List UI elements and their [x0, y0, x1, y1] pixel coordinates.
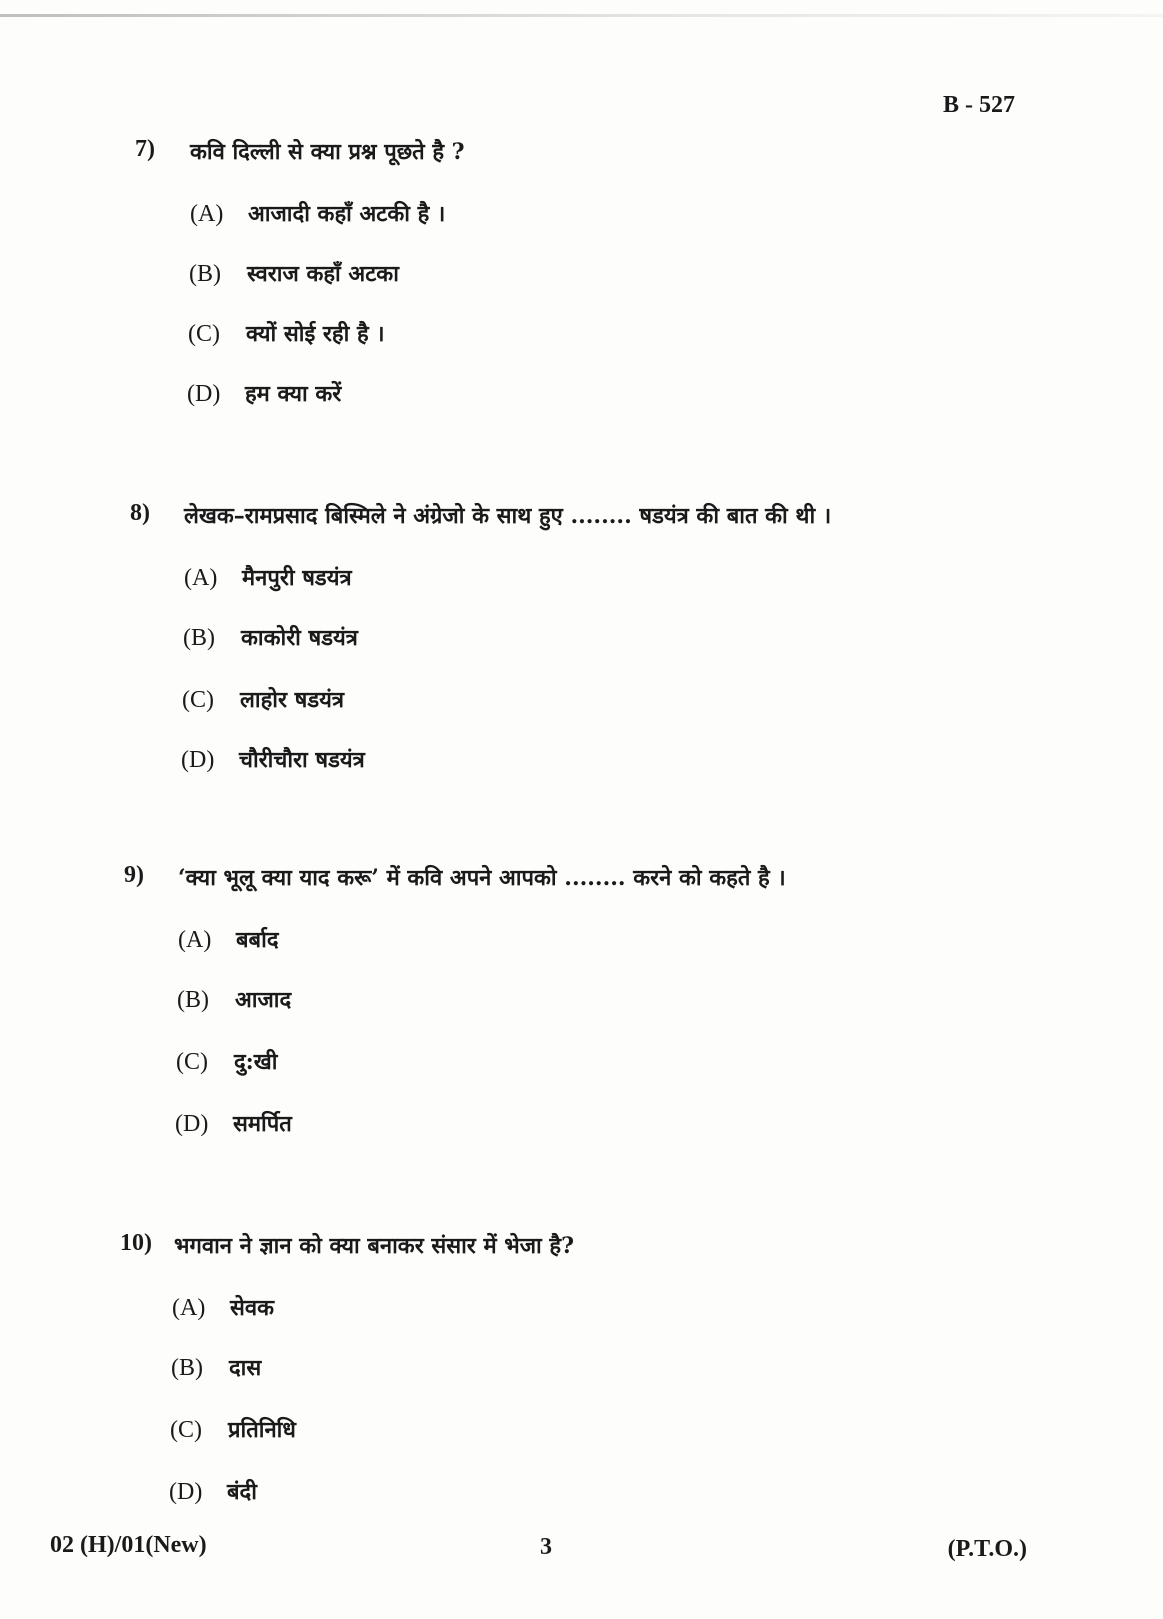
option-label: (D) [169, 1479, 203, 1505]
question-number: 7) [135, 136, 155, 162]
option-text: आजाद [235, 987, 292, 1013]
option-b [189, 258, 399, 288]
option-d [181, 744, 365, 774]
footer-pto: (P.T.O.) [947, 1536, 1027, 1562]
option-a [184, 562, 352, 592]
scan-edge-line [0, 14, 1163, 17]
option-label: (C) [182, 687, 214, 713]
option-label: (B) [183, 625, 215, 651]
option-text: चौरीचौरा षडयंत्र [239, 747, 365, 773]
option-label: (A) [172, 1295, 206, 1321]
option-label: (A) [184, 565, 218, 591]
option-label: (A) [190, 201, 224, 227]
option-text: लाहोर षडयंत्र [240, 687, 345, 713]
option-a [172, 1292, 274, 1322]
question-text: कवि दिल्ली से क्या प्रश्न पूछते है ? [190, 139, 465, 165]
option-text: समर्पित [233, 1111, 292, 1137]
option-label: (B) [177, 987, 209, 1013]
option-text: दास [229, 1355, 262, 1381]
option-b [177, 984, 291, 1014]
option-text: मैनपुरी षडयंत्र [242, 565, 352, 591]
option-text: बर्बाद [236, 927, 279, 953]
option-text: बंदी [227, 1479, 257, 1505]
paper-code-header: B - 527 [943, 92, 1015, 118]
option-label: (D) [175, 1111, 209, 1137]
option-text: आजादी कहाँ अटकी है । [248, 201, 446, 227]
footer-paper-code: 02 (H)/01(New) [50, 1532, 207, 1558]
option-text: दु:खी [234, 1049, 278, 1075]
option-text: क्यों सोई रही है । [246, 321, 385, 347]
option-label: (B) [189, 261, 221, 287]
question-text: ‘क्या भूलू क्या याद करू’ में कवि अपने आपको ........ करने को कहते है । [178, 865, 786, 891]
option-text: हम क्या करें [245, 381, 342, 407]
option-d [169, 1476, 257, 1506]
option-label: (B) [171, 1355, 203, 1381]
option-label: (C) [188, 321, 220, 347]
option-b [171, 1352, 261, 1382]
option-c [170, 1414, 296, 1444]
footer-page-number: 3 [540, 1534, 552, 1560]
question-number: 10) [120, 1230, 152, 1256]
option-c [188, 318, 385, 348]
question-number: 8) [130, 500, 150, 526]
option-label: (C) [176, 1049, 208, 1075]
option-c [182, 684, 344, 714]
option-label: (A) [178, 927, 212, 953]
option-b [183, 622, 358, 652]
option-d [187, 378, 341, 408]
option-text: स्वराज कहाँ अटका [247, 261, 399, 287]
option-text: प्रतिनिधि [228, 1417, 296, 1443]
question-text: लेखक–रामप्रसाद बिस्मिले ने अंग्रेजो के साथ हुए ........ षडयंत्र की बात की थी । [184, 503, 832, 529]
question-text: भगवान ने ज्ञान को क्या बनाकर संसार में भेजा है? [174, 1233, 574, 1259]
question-number: 9) [124, 862, 144, 888]
option-c [176, 1046, 278, 1076]
option-a [178, 924, 279, 954]
option-text: सेवक [230, 1295, 275, 1321]
option-label: (D) [181, 747, 215, 773]
option-label: (D) [187, 381, 221, 407]
option-d [175, 1108, 292, 1138]
option-label: (C) [170, 1417, 202, 1443]
option-text: काकोरी षडयंत्र [241, 625, 358, 651]
option-a [190, 198, 445, 228]
